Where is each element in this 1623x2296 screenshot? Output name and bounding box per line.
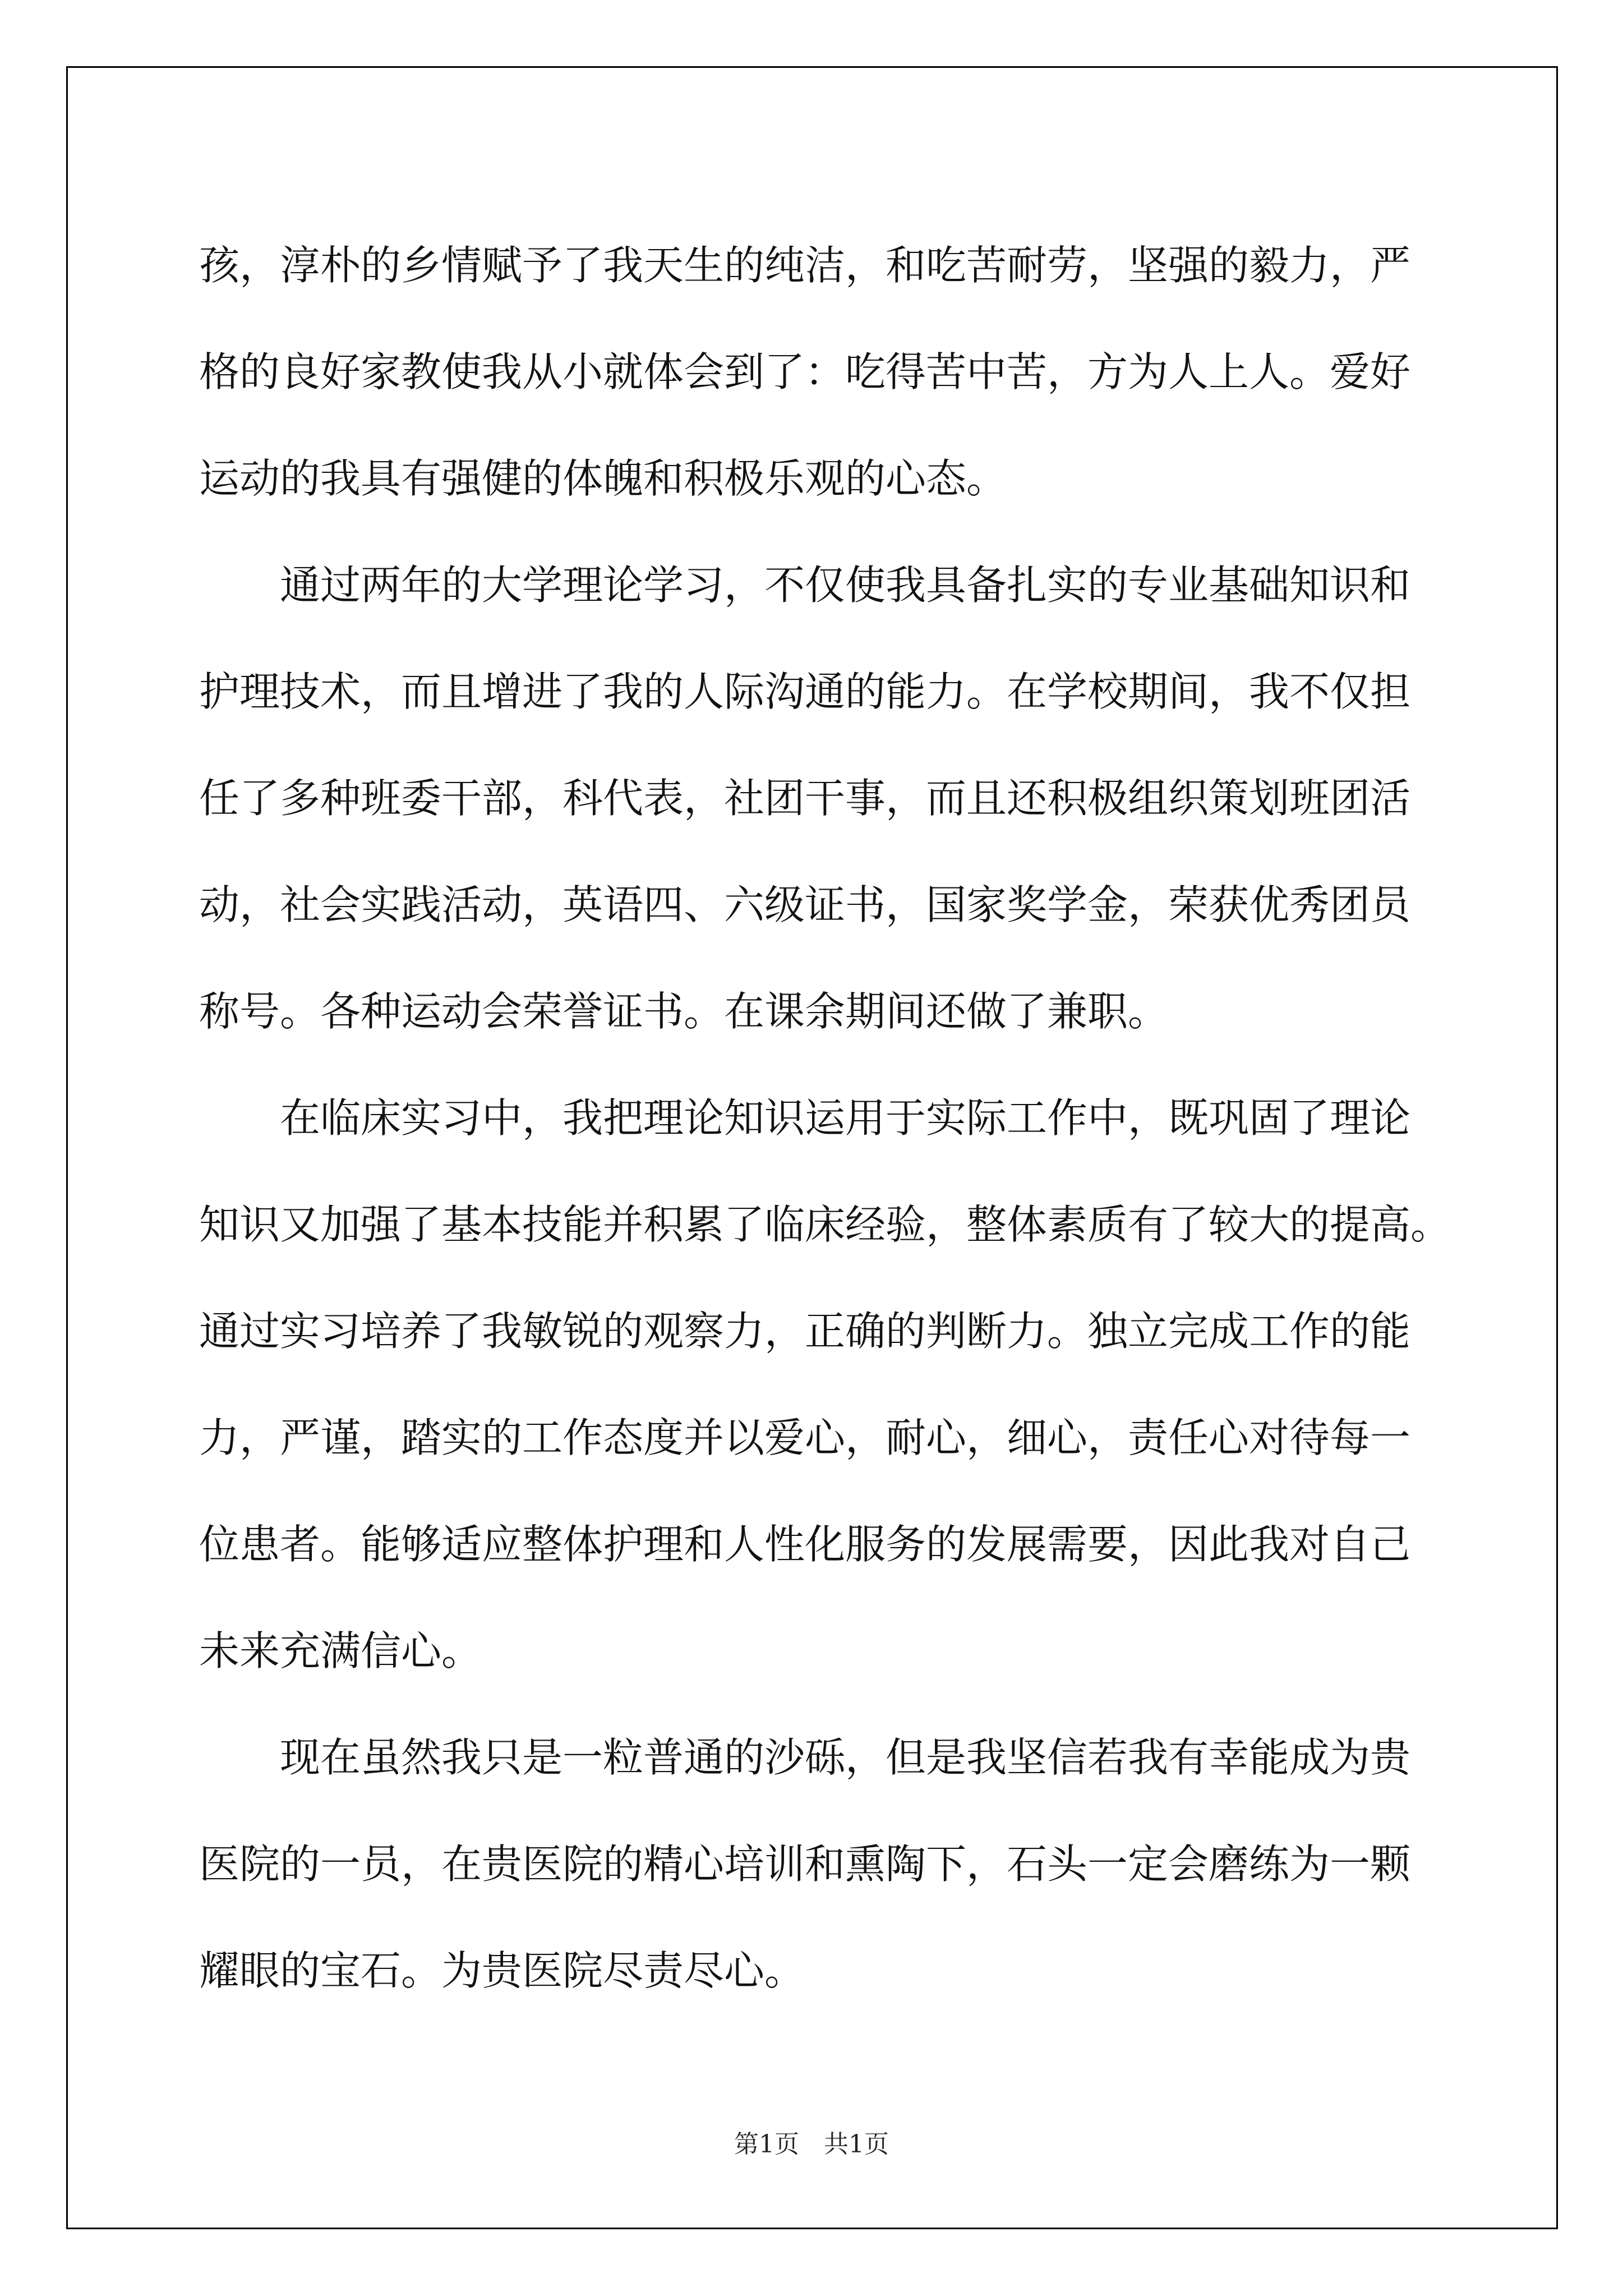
page-number: 第1页 共1页 (734, 2130, 889, 2159)
text-line: 现在虽然我只是一粒普通的沙砾，但是我坚信若我有幸能成为贵 (199, 1734, 1411, 1781)
paragraph-1 (199, 212, 1433, 532)
text-line: 未来充满信心。 (199, 1627, 482, 1674)
text-line: 格的良好家教使我从小就体会到了：吃得苦中苦，方为人上人。爱好 (199, 348, 1411, 395)
text-line: 通过实习培养了我敏锐的观察力，正确的判断力。独立完成工作的能 (199, 1308, 1411, 1355)
text-line: 位患者。能够适应整体护理和人性化服务的发展需要，因此我对自己 (199, 1521, 1411, 1568)
text-line: 医院的一员，在贵医院的精心培训和熏陶下，石头一定会磨练为一颗 (199, 1841, 1411, 1888)
text-line: 护理技术，而且增进了我的人际沟通的能力。在学校期间，我不仅担 (199, 668, 1411, 715)
page-footer (0, 2124, 1623, 2160)
text-line: 运动的我具有强健的体魄和积极乐观的心态。 (199, 455, 1007, 502)
text-line: 称号。各种运动会荣誉证书。在课余期间还做了兼职。 (199, 988, 1169, 1035)
text-line: 动，社会实践活动，英语四、六级证书，国家奖学金，荣获优秀团员 (199, 881, 1411, 928)
text-line: 知识又加强了基本技能并积累了临床经验，整体素质有了较大的提高。 (199, 1201, 1451, 1248)
paragraph-4 (199, 1704, 1433, 2024)
text-line: 力，严谨，踏实的工作态度并以爱心，耐心，细心，责任心对待每一 (199, 1414, 1411, 1461)
text-line: 耀眼的宝石。为贵医院尽责尽心。 (199, 1947, 805, 1994)
text-line: 任了多种班委干部，科代表，社团干事，而且还积极组织策划班团活 (199, 775, 1411, 822)
paragraph-3 (199, 1065, 1451, 1704)
paragraph-2 (199, 532, 1433, 1065)
text-line: 孩，淳朴的乡情赋予了我天生的纯洁，和吃苦耐劳，坚强的毅力，严 (199, 242, 1411, 289)
text-line: 通过两年的大学理论学习，不仅使我具备扎实的专业基础知识和 (199, 562, 1411, 609)
text-line: 在临床实习中，我把理论知识运用于实际工作中，既巩固了理论 (199, 1094, 1411, 1142)
document-body (199, 212, 1451, 2024)
